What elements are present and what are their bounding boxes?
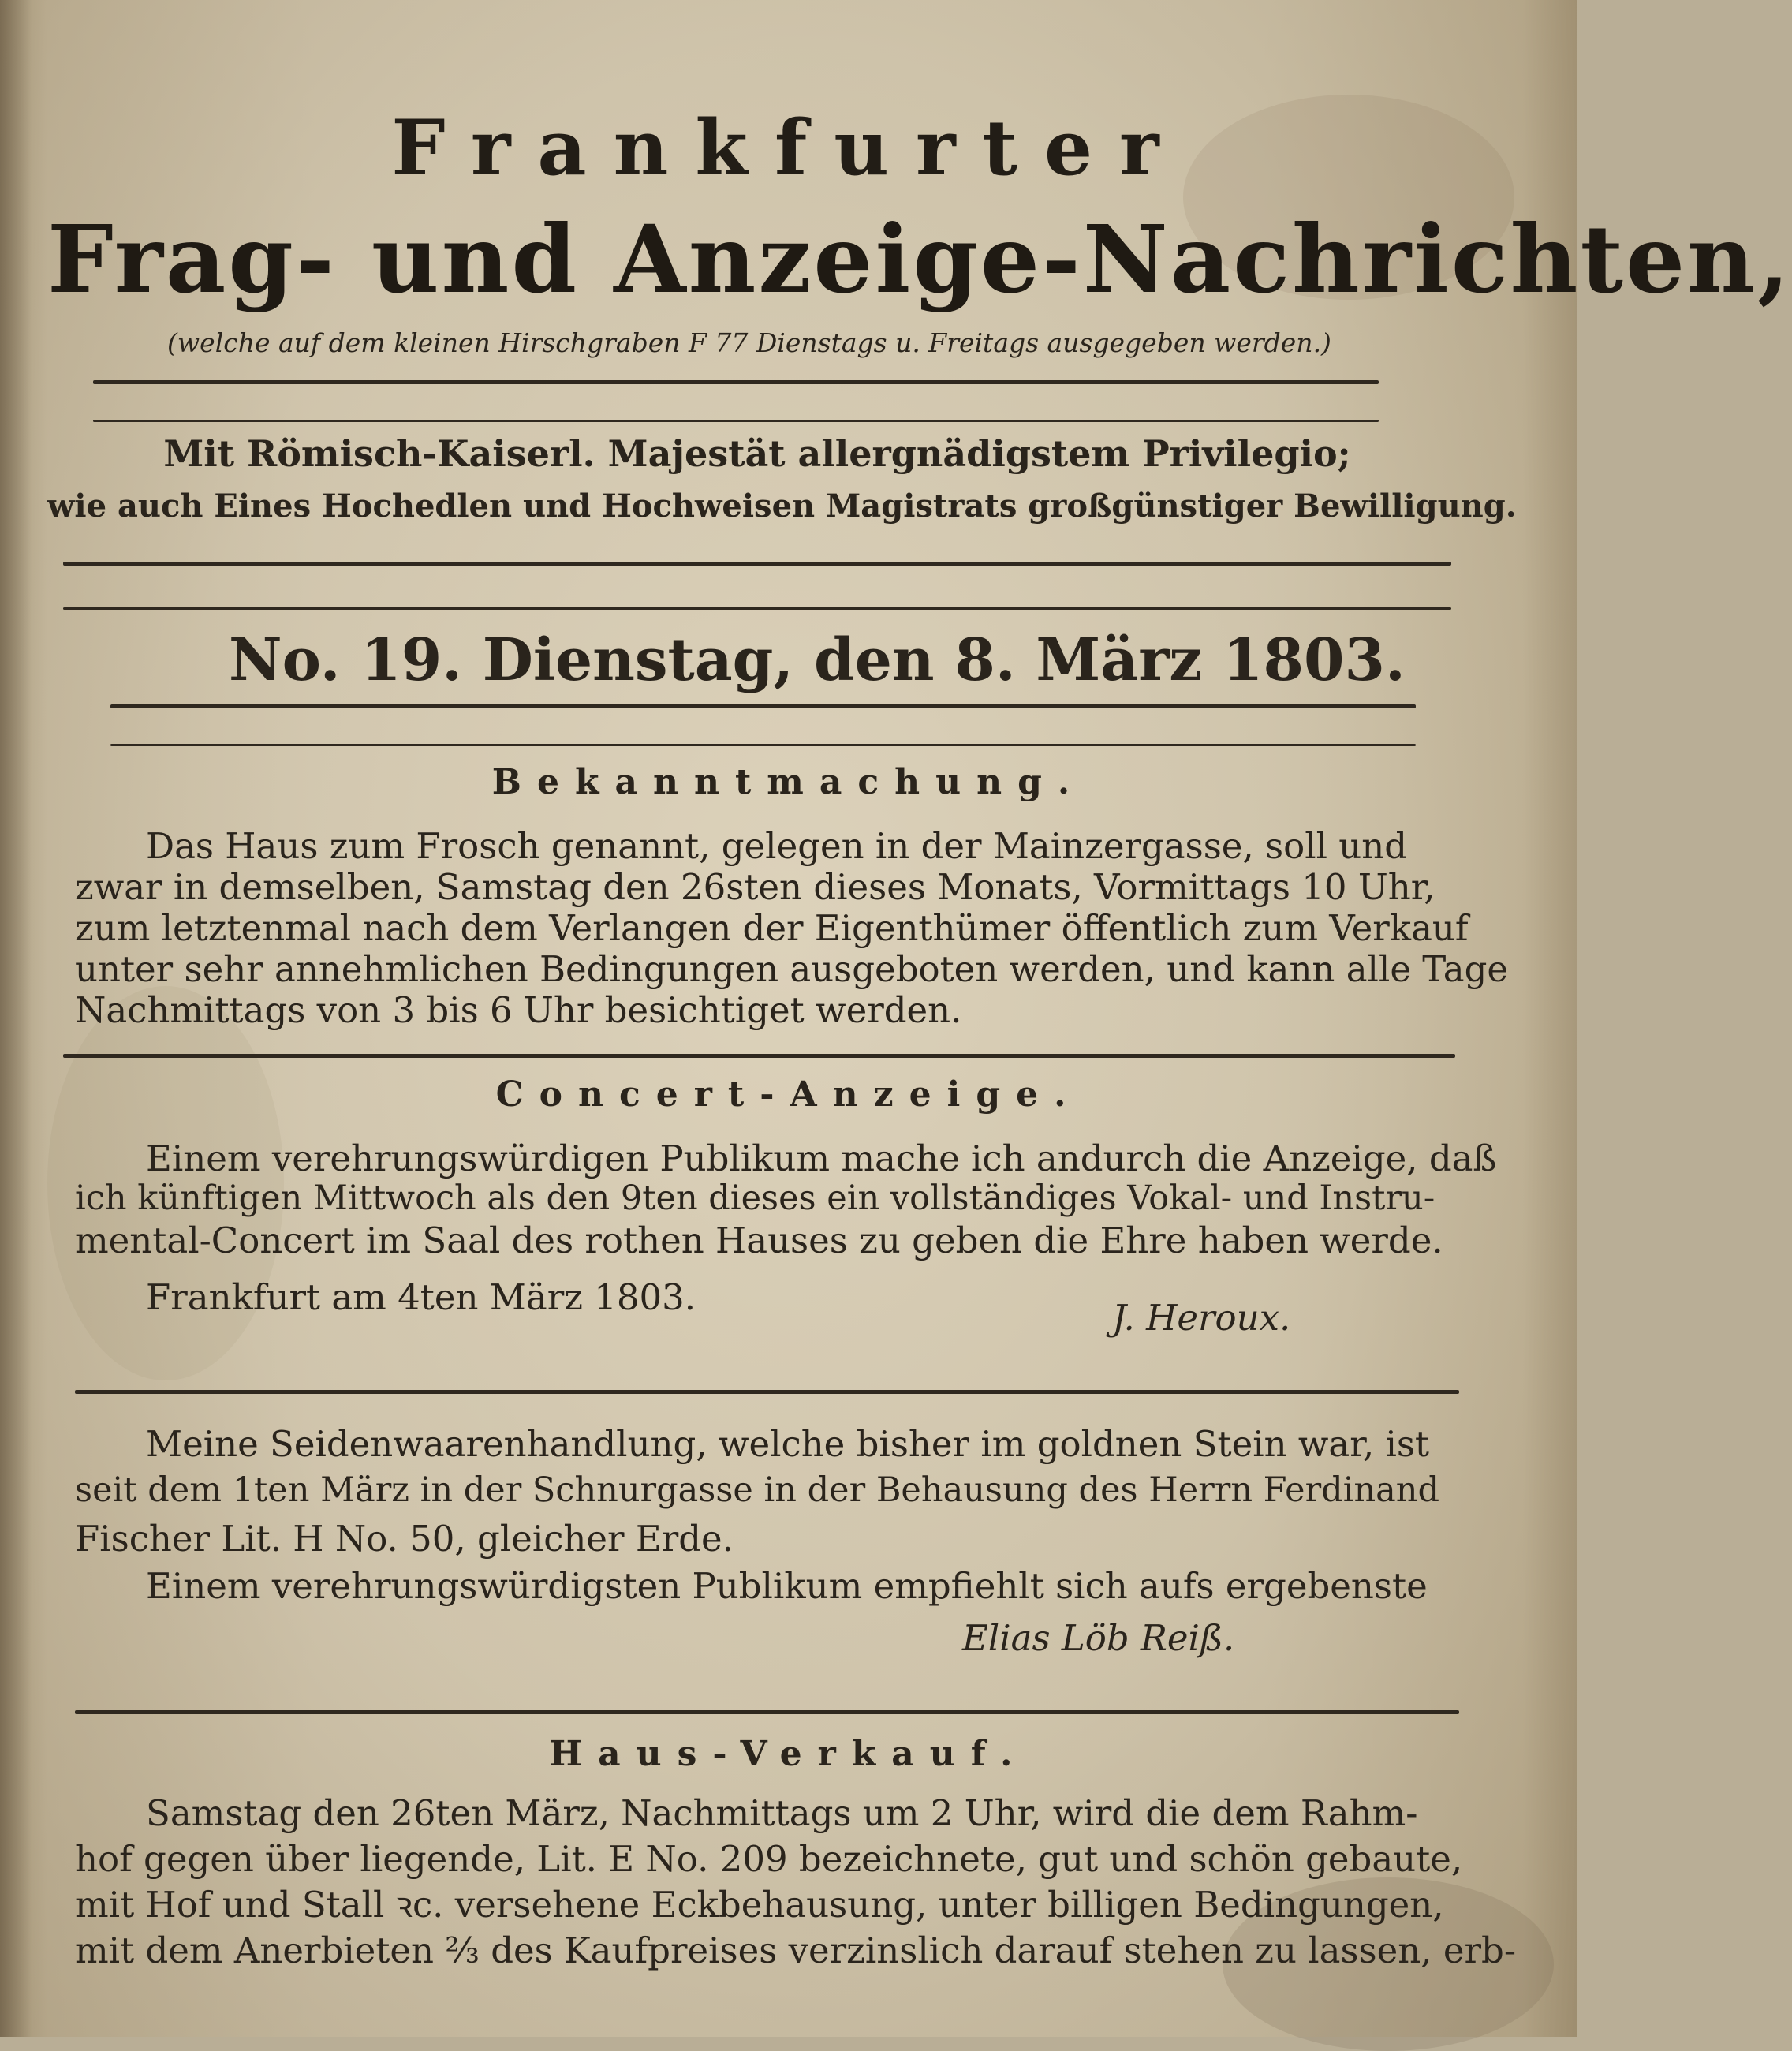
notice-line: Das Haus zum Frosch genannt, gelegen in der Mainzergasse, soll und: [146, 825, 1408, 867]
divider-rule: [75, 1390, 1459, 1394]
notice-line: mit Hof und Stall ꝛc. versehene Eckbehausung, unter billigen Bedingungen,: [75, 1884, 1444, 1926]
notice-heading-bekanntmachung: Bekanntmachung.: [491, 762, 1086, 802]
divider-rule: [110, 704, 1416, 708]
notice-line: Nachmittags von 3 bis 6 Uhr besichtiget werden.: [75, 989, 962, 1031]
divider-rule: [110, 744, 1416, 746]
masthead-title-line2: Frag- und Anzeige-Nachrichten,: [47, 204, 1792, 314]
divider-rule: [63, 562, 1451, 566]
notice-line: zum letztenmal nach dem Verlangen der Eigenthümer öffentlich zum Verkauf: [75, 907, 1469, 949]
notice-signature: Elias Löb Reiß.: [962, 1617, 1235, 1659]
issue-number-date: No. 19. Dienstag, den 8. März 1803.: [229, 626, 1406, 694]
notice-line: seit dem 1ten März in der Schnurgasse in der Behausung des Herrn Ferdinand: [75, 1470, 1439, 1510]
notice-line: Fischer Lit. H No. 50, gleicher Erde.: [75, 1518, 734, 1560]
notice-line: zwar in demselben, Samstag den 26sten dieses Monats, Vormittags 10 Uhr,: [75, 866, 1435, 908]
divider-rule: [75, 1710, 1459, 1714]
masthead-title-line1: Frankfurter: [391, 103, 1186, 192]
notice-line: Einem verehrungswürdigsten Publikum empfiehlt sich aufs ergebenste: [146, 1565, 1428, 1607]
divider-rule: [93, 380, 1379, 384]
privilege-line2: wie auch Eines Hochedlen und Hochweisen Magistrats großgünstiger Bewilligung.: [47, 488, 1517, 525]
notice-dateline: Frankfurt am 4ten März 1803.: [146, 1276, 696, 1318]
notice-line: Einem verehrungswürdigen Publikum mache ich andurch die Anzeige, daß: [146, 1138, 1497, 1179]
divider-rule: [63, 607, 1451, 610]
page-gutter-shadow: [0, 0, 32, 2037]
masthead-subtitle: (welche auf dem kleinen Hirschgraben F 77 Dienstags u. Freitags ausgegeben werden.): [167, 327, 1331, 358]
notice-line: mit dem Anerbieten ⅔ des Kaufpreises verzinslich darauf stehen zu lassen, erb-: [75, 1930, 1517, 1971]
notice-heading-haus-verkauf: Haus-Verkauf.: [549, 1734, 1029, 1774]
divider-rule: [93, 420, 1379, 422]
notice-line: mental-Concert im Saal des rothen Hauses zu geben die Ehre haben werde.: [75, 1220, 1443, 1261]
notice-line: ich künftigen Mittwoch als den 9ten dieses ein vollständiges Vokal- und Instru-: [75, 1179, 1435, 1218]
notice-line: hof gegen über liegende, Lit. E No. 209 bezeichnete, gut und schön gebaute,: [75, 1838, 1463, 1880]
notice-line: unter sehr annehmlichen Bedingungen ausgeboten werden, und kann alle Tage: [75, 948, 1509, 990]
notice-line: Meine Seidenwaarenhandlung, welche bisher im goldnen Stein war, ist: [146, 1423, 1430, 1465]
notice-line: Samstag den 26ten März, Nachmittags um 2 Uhr, wird die dem Rahm-: [146, 1792, 1418, 1834]
notice-heading-concert-anzeige: Concert-Anzeige.: [495, 1074, 1082, 1115]
divider-rule: [63, 1054, 1455, 1058]
privilege-line1: Mit Römisch-Kaiserl. Majestät allergnädigstem Privilegio;: [163, 432, 1351, 475]
notice-signature: J. Heroux.: [1112, 1297, 1291, 1339]
